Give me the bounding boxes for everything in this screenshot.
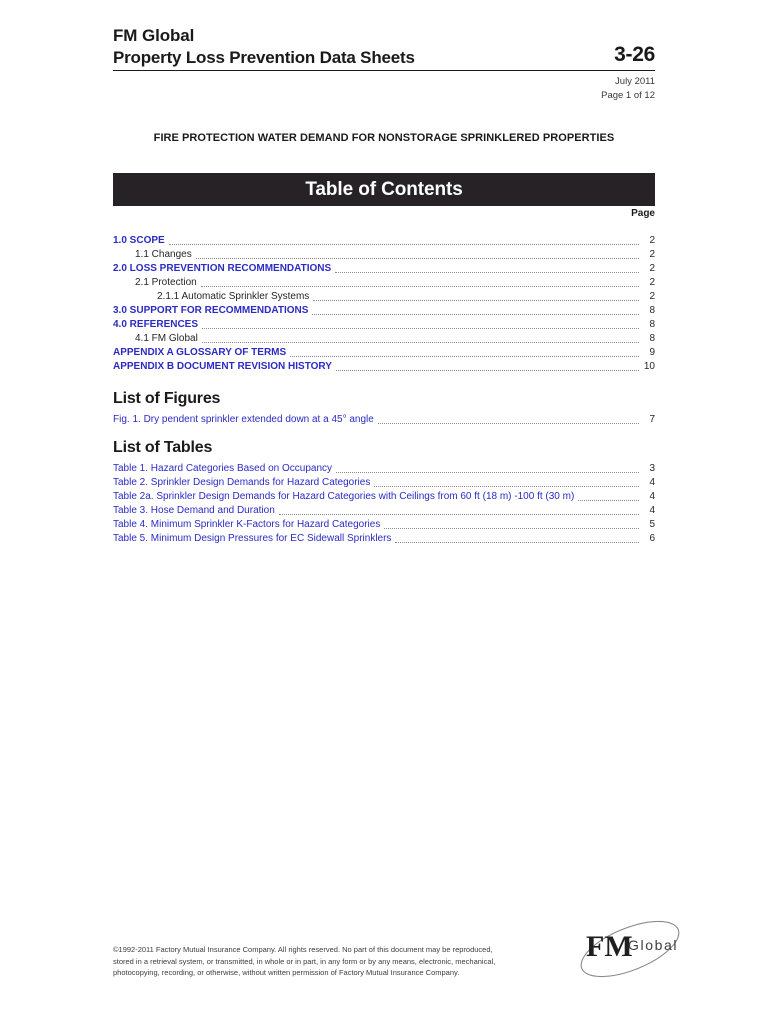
toc-entry-page: 8: [649, 305, 655, 316]
table-entry[interactable]: [113, 490, 655, 504]
toc-entry-label: 2.1.1 Automatic Sprinkler Systems: [157, 291, 310, 302]
toc-entry-label: 4.1 FM Global: [135, 333, 198, 344]
figure-entry-label: Fig. 1. Dry pendent sprinkler extended down at a 45° angle: [113, 414, 374, 425]
page-column-header: Page: [631, 208, 655, 219]
brand-name: FM Global: [113, 26, 195, 45]
list-of-figures-heading: List of Figures: [113, 390, 221, 407]
fm-global-logo: [570, 908, 690, 990]
dot-leader: [312, 314, 639, 315]
copyright-line-2: stored in a retrieval system, or transmitted, in whole or in part, in any form or by any means, electronic, mechanical,: [113, 956, 496, 966]
toc-entry-page: 8: [649, 333, 655, 344]
toc-entry[interactable]: [113, 290, 655, 304]
table-entry[interactable]: [113, 532, 655, 546]
toc-entry[interactable]: [113, 234, 655, 248]
dot-leader: [335, 272, 639, 273]
table-entry-page: 6: [649, 533, 655, 544]
dot-leader: [395, 542, 639, 543]
toc-entry[interactable]: [113, 360, 655, 374]
toc-entry-label: APPENDIX B DOCUMENT REVISION HISTORY: [113, 361, 332, 372]
toc-entry[interactable]: [113, 346, 655, 360]
copyright-line-1: ©1992-2011 Factory Mutual Insurance Company. All rights reserved. No part of this document may be reproduced,: [113, 945, 493, 954]
dot-leader: [336, 472, 639, 473]
dot-leader: [313, 300, 639, 301]
toc-entry-label: 1.1 Changes: [135, 249, 192, 260]
table-entry[interactable]: [113, 504, 655, 518]
dot-leader: [384, 528, 639, 529]
toc-entry[interactable]: [113, 248, 655, 262]
dot-leader: [378, 423, 639, 424]
toc-entry-page: 9: [649, 347, 655, 358]
document-title: Property Loss Prevention Data Sheets: [113, 48, 415, 68]
dot-leader: [336, 370, 639, 371]
table-entry[interactable]: [113, 476, 655, 490]
table-entry-page: 4: [649, 491, 655, 502]
toc-entry-page: 2: [649, 277, 655, 288]
table-of-contents-title: Table of Contents: [305, 178, 463, 200]
table-entry-label: Table 4. Minimum Sprinkler K-Factors for Hazard Categories: [113, 519, 381, 530]
toc-entry-page: 2: [649, 249, 655, 260]
logo-word-text: Global: [628, 937, 679, 953]
dot-leader: [202, 342, 639, 343]
toc-entry[interactable]: [113, 304, 655, 318]
toc-entry-page: 8: [649, 319, 655, 330]
table-entry-label: Table 2a. Sprinkler Design Demands for Hazard Categories with Ceilings from 60 ft (18 m) -100 ft (30 m): [113, 491, 575, 502]
dot-leader: [279, 514, 639, 515]
toc-entry[interactable]: [113, 276, 655, 290]
list-of-figures: [113, 390, 655, 427]
dot-leader: [290, 356, 639, 357]
table-entry-page: 3: [649, 463, 655, 474]
toc-entry-label: APPENDIX A GLOSSARY OF TERMS: [113, 347, 287, 358]
figure-entry-page: 7: [649, 414, 655, 425]
list-of-tables-heading: List of Tables: [113, 439, 213, 456]
table-entry-page: 5: [649, 519, 655, 530]
table-entry-label: Table 5. Minimum Design Pressures for EC Sidewall Sprinklers: [113, 533, 392, 544]
table-entry[interactable]: [113, 462, 655, 476]
toc-entry[interactable]: [113, 318, 655, 332]
dot-leader: [201, 286, 639, 287]
publication-date: July 2011: [615, 76, 655, 88]
page-indicator: Page 1 of 12: [601, 89, 655, 101]
document-number: 3-26: [614, 43, 655, 67]
header-titles: [113, 26, 415, 68]
copyright-line-3: photocopying, recording, or otherwise, without written permission of Factory Mutual Insurance Company.: [113, 968, 460, 978]
toc-entry-label: 2.1 Protection: [135, 277, 197, 288]
copyright-notice: [113, 944, 573, 979]
toc-entry-page: 2: [649, 263, 655, 274]
dot-leader: [374, 486, 639, 487]
table-entry-page: 4: [649, 505, 655, 516]
toc-entry-page: 2: [649, 291, 655, 302]
header-meta: [113, 75, 655, 102]
toc-entry-page: 2: [649, 235, 655, 246]
table-entry-page: 4: [649, 477, 655, 488]
toc-entry-label: 2.0 LOSS PREVENTION RECOMMENDATIONS: [113, 263, 332, 274]
dot-leader: [202, 328, 639, 329]
table-entry-label: Table 2. Sprinkler Design Demands for Hazard Categories: [113, 477, 371, 488]
dot-leader: [578, 500, 639, 501]
toc-entry[interactable]: [113, 262, 655, 276]
table-entry-label: Table 3. Hose Demand and Duration: [113, 505, 275, 516]
table-entry-label: Table 1. Hazard Categories Based on Occupancy: [113, 463, 333, 474]
logo-mark-text: FM: [586, 930, 633, 963]
toc-entry-page: 10: [643, 361, 655, 372]
toc-entry[interactable]: [113, 332, 655, 346]
dot-leader: [169, 244, 639, 245]
document-subject: FIRE PROTECTION WATER DEMAND FOR NONSTORAGE SPRINKLERED PROPERTIES: [153, 132, 615, 144]
list-of-tables: [113, 439, 655, 546]
table-entry[interactable]: [113, 518, 655, 532]
toc-entry-label: 4.0 REFERENCES: [113, 319, 199, 330]
header-title-row: [113, 26, 655, 68]
dot-leader: [196, 258, 639, 259]
toc-entry-label: 3.0 SUPPORT FOR RECOMMENDATIONS: [113, 305, 309, 316]
toc-entry-label: 1.0 SCOPE: [113, 235, 165, 246]
figure-entry[interactable]: [113, 413, 655, 427]
table-of-contents-list: [113, 234, 655, 374]
table-of-contents-banner: [113, 173, 655, 206]
header-divider: [113, 70, 655, 71]
document-header: [113, 26, 655, 102]
